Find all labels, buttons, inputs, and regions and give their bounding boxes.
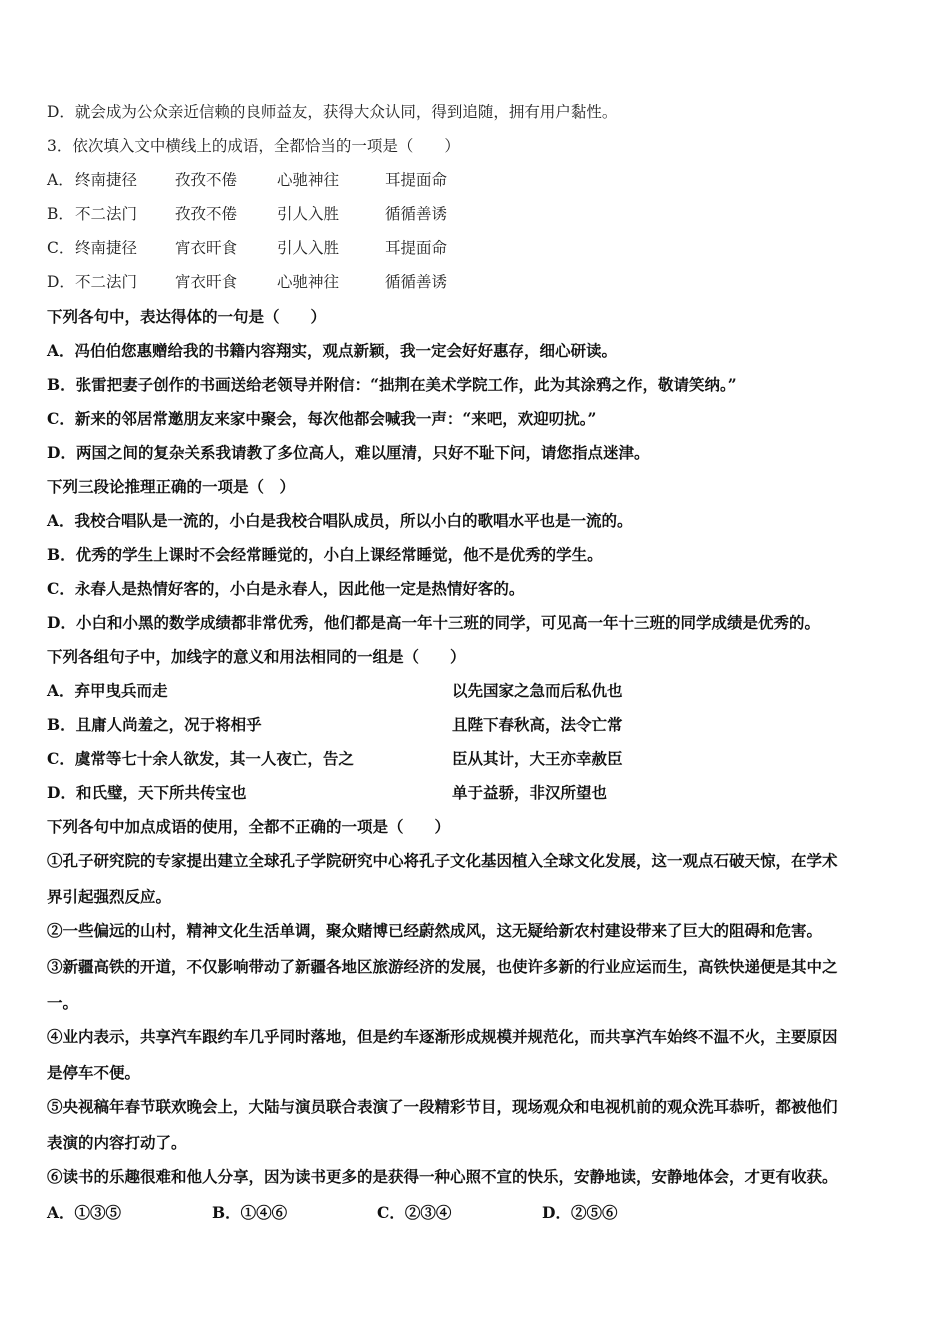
idiom: 孜孜不倦 xyxy=(175,171,238,189)
idiom: 终南捷径 xyxy=(75,239,138,257)
q7-item-1: ①孔子研究院的专家提出建立全球孔子学院研究中心将孔子文化基因植入全球文化发展，这一观点石破天惊，在学术 xyxy=(47,851,838,870)
idiom: 心驰神往 xyxy=(277,171,340,189)
option-left: B．且庸人尚羞之，况于将相乎 xyxy=(47,715,262,734)
q3-stem: 3．依次填入文中横线上的成语，全都恰当的一项是（ ） xyxy=(47,137,460,155)
q4-option-d: D．两国之间的复杂关系我请教了多位高人，难以厘清，只好不耻下问，请您指点迷津。 xyxy=(47,443,650,462)
q7-item-6: ⑥读书的乐趣很难和他人分享，因为读书更多的是获得一种心照不宣的快乐，安静地读，安静地体会，才更有收获。 xyxy=(47,1167,838,1186)
idiom: 宵衣旰食 xyxy=(175,239,238,257)
choice-a: A．①③⑤ xyxy=(47,1203,122,1222)
q7-item-3: ③新疆高铁的开道，不仅影响带动了新疆各地区旅游经济的发展，也使许多新的行业应运而生，高铁快递便是其中之 xyxy=(47,957,838,976)
q6-stem: 下列各组句子中，加线字的意义和用法相同的一组是（ ） xyxy=(47,647,466,666)
choice-b: B．①④⑥ xyxy=(212,1203,288,1222)
idiom: 循循善诱 xyxy=(385,273,448,291)
q4-stem: 下列各句中，表达得体的一句是（ ） xyxy=(47,307,327,326)
q5-stem: 下列三段论推理正确的一项是（ ） xyxy=(47,477,296,496)
choice-d: D．②⑤⑥ xyxy=(542,1203,618,1222)
idiom: 循循善诱 xyxy=(385,205,448,223)
idiom: 不二法门 xyxy=(75,273,138,291)
idiom: 孜孜不倦 xyxy=(175,205,238,223)
idiom: 宵衣旰食 xyxy=(175,273,238,291)
option-right: 且陛下春秋高，法令亡常 xyxy=(452,715,623,734)
option-right: 以先国家之急而后私仇也 xyxy=(452,681,623,700)
q7-stem: 下列各句中加点成语的使用，全都不正确的一项是（ ） xyxy=(47,817,451,836)
q4-option-b: B．张雷把妻子创作的书画送给老领导并附信：“拙荆在美术学院工作，此为其涂鸦之作，敬请笑纳。” xyxy=(47,375,737,394)
q4-option-c: C．新来的邻居常邀朋友来家中聚会，每次他都会喊我一声：“来吧，欢迎叨扰。” xyxy=(47,409,597,428)
idiom: 不二法门 xyxy=(75,205,138,223)
q5-option-c: C．永春人是热情好客的，小白是永春人，因此他一定是热情好客的。 xyxy=(47,579,525,598)
idiom: 引人入胜 xyxy=(277,205,340,223)
option-right: 单于益骄，非汉所望也 xyxy=(452,783,608,802)
option-left: A．弃甲曳兵而走 xyxy=(47,681,168,700)
option-right: 臣从其计，大王亦幸赦臣 xyxy=(452,749,623,768)
option-label: C． xyxy=(47,239,75,257)
q5-option-b: B．优秀的学生上课时不会经常睡觉的，小白上课经常睡觉，他不是优秀的学生。 xyxy=(47,545,603,564)
q4-option-a: A．冯伯伯您惠赠给我的书籍内容翔实，观点新颖，我一定会好好惠存，细心研读。 xyxy=(47,341,618,360)
q7-item-4: ④业内表示，共享汽车跟约车几乎同时落地，但是约车逐渐形成规模并规范化，而共享汽车始终不温不火，主要原因 xyxy=(47,1027,838,1046)
q7-item-2: ②一些偏远的山村，精神文化生活单调，聚众赌博已经蔚然成风，这无疑给新农村建设带来了巨大的阻碍和危害。 xyxy=(47,921,823,940)
q7-item-5: ⑤央视稿年春节联欢晚会上，大陆与演员联合表演了一段精彩节目，现场观众和电视机前的观众洗耳恭听，都被他们 xyxy=(47,1097,838,1116)
q7-item-3-cont: 一。 xyxy=(47,993,79,1012)
option-label: D． xyxy=(47,273,75,291)
idiom: 耳提面命 xyxy=(385,171,448,189)
q5-option-a: A．我校合唱队是一流的，小白是我校合唱队成员，所以小白的歌唱水平也是一流的。 xyxy=(47,511,633,530)
idiom: 引人入胜 xyxy=(277,239,340,257)
choice-c: C．②③④ xyxy=(377,1203,452,1222)
option-label: A． xyxy=(47,171,74,189)
option-label: B． xyxy=(47,205,74,223)
q7-item-1-cont: 界引起强烈反应。 xyxy=(47,887,172,906)
idiom: 耳提面命 xyxy=(385,239,448,257)
option-d-top: D．就会成为公众亲近信赖的良师益友，获得大众认同，得到追随，拥有用户黏性。 xyxy=(47,103,618,121)
q5-option-d: D．小白和小黑的数学成绩都非常优秀，他们都是高一年十三班的同学，可见高一年十三班的同学成绩是优秀的。 xyxy=(47,613,820,632)
idiom: 心驰神往 xyxy=(277,273,340,291)
option-left: D．和氏璧，天下所共传宝也 xyxy=(47,783,247,802)
q7-item-4-cont: 是停车不便。 xyxy=(47,1063,141,1082)
q7-item-5-cont: 表演的内容打动了。 xyxy=(47,1133,187,1152)
idiom: 终南捷径 xyxy=(75,171,138,189)
option-left: C．虞常等七十余人欲发，其一人夜亡，告之 xyxy=(47,749,354,768)
